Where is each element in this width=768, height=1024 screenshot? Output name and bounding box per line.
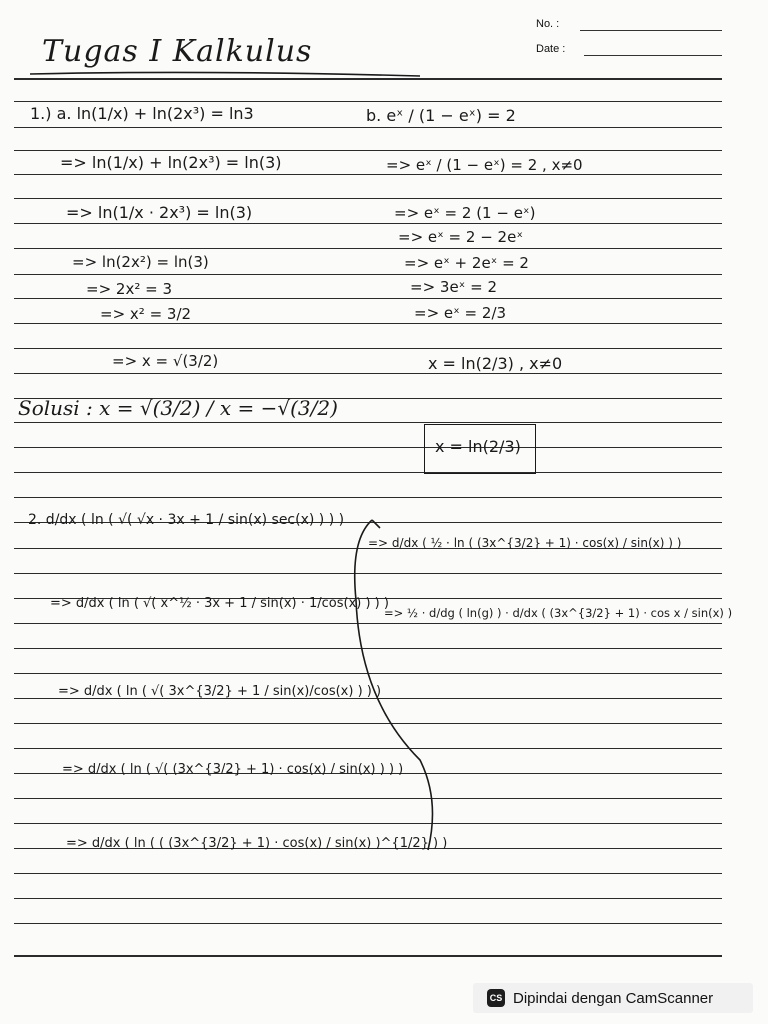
date-label: Date :	[536, 43, 566, 55]
p1a-line-6: => x² = 3/2	[100, 305, 192, 323]
camscanner-caption: Dipindai dengan CamScanner	[513, 989, 714, 1007]
p1b-line-7: => eˣ = 2/3	[414, 304, 507, 322]
boxed-answer-frame	[424, 424, 536, 474]
p2-left-line-1: 2. d/dx ( ln ( √( √x · 3x + 1 / sin(x) sec(x) ) ) )	[28, 512, 345, 528]
p1b-line-4: => eˣ = 2 − 2eˣ	[398, 228, 523, 246]
p2-left-line-4: => d/dx ( ln ( √( (3x^{3/2} + 1) · cos(x) / sin(x) ) ) )	[62, 762, 404, 777]
p1a-line-7: => x = √(3/2)	[112, 352, 219, 370]
p1a-line-1: 1.) a. ln(1/x) + ln(2x³) = ln3	[30, 104, 254, 123]
p1a-line-4: => ln(2x²) = ln(3)	[72, 253, 209, 271]
boxed-answer: x = ln(2/3)	[435, 437, 521, 456]
p2-left-line-5: => d/dx ( ln ( ( (3x^{3/2} + 1) · cos(x) / sin(x) )^{1/2} ) )	[66, 836, 448, 851]
p1a-line-5: => 2x² = 3	[86, 280, 172, 298]
p1b-line-2: => eˣ / (1 − eˣ) = 2 , x≠0	[386, 156, 583, 174]
p2-right-line-2: => ½ · d/dg ( ln(g) ) · d/dx ( (3x^{3/2} + 1) · cos x / sin(x) )	[384, 606, 733, 620]
p1a-line-3: => ln(1/x · 2x³) = ln(3)	[66, 203, 253, 222]
p1b-line-5: => eˣ + 2eˣ = 2	[404, 254, 529, 272]
p2-left-line-2: => d/dx ( ln ( √( x^½ · 3x + 1 / sin(x) · 1/cos(x) ) ) )	[50, 596, 389, 611]
p1b-line-3: => eˣ = 2 (1 − eˣ)	[394, 204, 536, 222]
no-label: No. :	[536, 18, 560, 30]
page-title: Tugas I Kalkulus	[42, 34, 313, 69]
camscanner-logo-icon: CS	[487, 989, 505, 1007]
p2-left-line-3: => d/dx ( ln ( √( 3x^{3/2} + 1 / sin(x)/cos(x) ) ) )	[58, 684, 382, 699]
p1a-line-2: => ln(1/x) + ln(2x³) = ln(3)	[60, 153, 282, 172]
p2-right-line-1: => d/dx ( ½ · ln ( (3x^{3/2} + 1) · cos(x) / sin(x) ) )	[368, 536, 682, 550]
p1b-line-1: b. eˣ / (1 − eˣ) = 2	[366, 106, 516, 125]
p1b-line-6: => 3eˣ = 2	[410, 278, 497, 296]
p1b-line-8: x = ln(2/3) , x≠0	[428, 354, 563, 373]
camscanner-badge	[473, 983, 753, 1013]
solution-line: Solusi : x = √(3/2) / x = −√(3/2)	[18, 396, 338, 420]
